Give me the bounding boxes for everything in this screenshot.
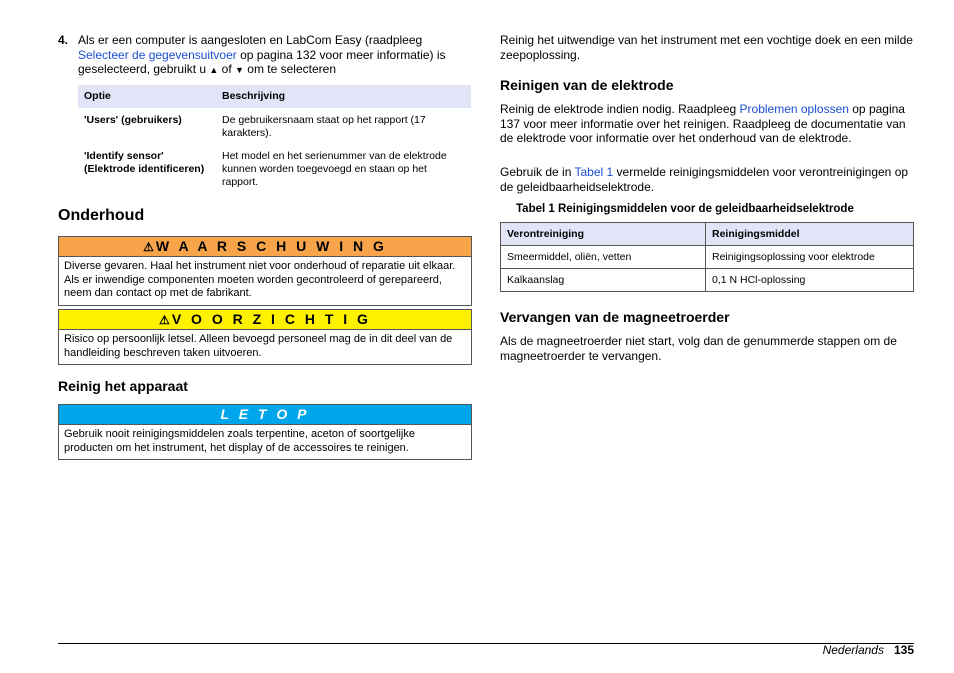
- section-title-magneetroerder: Vervangen van de magneetroerder: [500, 309, 730, 325]
- link-tabel-1[interactable]: Tabel 1: [574, 165, 614, 179]
- cleaner-cell: Reinigingsoplossing voor elektrode: [706, 246, 914, 269]
- cleaner-cell: 0,1 N HCl-oplossing: [706, 269, 914, 292]
- contamination-cell: Smeermiddel, oliën, vetten: [501, 246, 706, 269]
- option-cell: 'Identify sensor' (Elektrode identificeren): [84, 150, 205, 175]
- table-row: [501, 269, 914, 292]
- up-arrow-icon: ▲: [209, 65, 219, 75]
- reinig-apparaat-text: Reinig het uitwendige van het instrument met een vochtige doek en een milde zeepoplossing.: [500, 33, 913, 62]
- warning-triangle-icon: ⚠: [143, 240, 154, 254]
- section-title-reinigen-elektrode: Reinigen van de elektrode: [500, 77, 674, 93]
- magneetroerder-text: Als de magneetroerder niet start, volg dan de genummerde stappen om de magneetroerder te vervangen.: [500, 334, 897, 363]
- header-optie: Optie: [78, 85, 216, 108]
- warning-header: ⚠ W A A R S C H U W I N G: [59, 237, 471, 257]
- section-title-reinig-apparaat: Reinig het apparaat: [58, 378, 188, 394]
- cleaning-table: [500, 222, 914, 292]
- note-text: Gebruik nooit reinigingsmiddelen zoals terpentine, aceton of soortgelijke producten om het instrument, het display of de accessoires te reinigen.: [64, 428, 415, 454]
- page-number: 135: [893, 643, 914, 657]
- link-selecteer-gegevensuitvoer[interactable]: Selecteer de gegevensuitvoer: [78, 47, 237, 62]
- description-cell: Het model en het serienummer van de elektrode kunnen worden toegevoegd en staan op het rapport.: [222, 150, 447, 188]
- warning-box: [58, 236, 472, 306]
- section-title-onderhoud: Onderhoud: [58, 207, 145, 224]
- warning-triangle-icon: ⚠: [159, 313, 170, 327]
- step-4: [58, 33, 472, 78]
- elektrode-paragraph-2: Gebruik de in Tabel 1 vermelde reinigingsmiddelen voor verontreinigingen op de geleidbaarheidselektrode.: [500, 165, 909, 194]
- header-reinigingsmiddel: Reinigingsmiddel: [706, 223, 914, 246]
- option-cell: 'Users' (gebruikers): [84, 114, 182, 126]
- down-arrow-icon: ▼: [235, 65, 244, 75]
- warning-text: Diverse gevaren. Haal het instrument niet voor onderhoud of reparatie uit elkaar. Als er inwendige componenten moeten worden gecontroleerd of gerepareerd, neem dan contact op met de fabrikant.: [64, 260, 456, 299]
- table-header-row: [501, 223, 914, 246]
- note-header: L E T O P: [59, 405, 471, 425]
- note-box: [58, 404, 472, 460]
- table-row: [78, 108, 471, 144]
- caution-text: Risico op persoonlijk letsel. Alleen bevoegd personeel mag de in dit deel van de handleiding beschreven taken uitvoeren.: [64, 333, 453, 359]
- header-verontreiniging: Verontreiniging: [501, 223, 706, 246]
- table-row: [501, 246, 914, 269]
- caution-box: [58, 309, 472, 365]
- caution-header: ⚠ V O O R Z I C H T I G: [59, 310, 471, 330]
- step-number: 4.: [58, 33, 69, 47]
- footer-divider: [58, 643, 914, 644]
- elektrode-paragraph-1: Reinig de elektrode indien nodig. Raadpleeg Problemen oplossen op pagina 137 voor meer informatie over het reinigen. Raadpleeg de documentatie van de elektrode voor informatie over het onderhoud van de elektrode.: [500, 102, 906, 145]
- footer: [823, 643, 914, 657]
- step-text: Als er een computer is aangesloten en LabCom Easy (raadpleeg Selecteer de gegevensuitvoer op pagina 132 voor meer informatie) is geselecteerd, gebruikt u ▲ of ▼ om te selecteren: [78, 33, 446, 76]
- option-table: [78, 85, 471, 193]
- contamination-cell: Kalkaanslag: [501, 269, 706, 292]
- description-cell: De gebruikersnaam staat op het rapport (17 karakters).: [222, 114, 426, 139]
- table-1-caption: Tabel 1 Reinigingsmiddelen voor de geleidbaarheidselektrode: [516, 203, 854, 215]
- table-row: [78, 144, 471, 193]
- link-problemen-oplossen[interactable]: Problemen oplossen: [739, 102, 849, 116]
- footer-language: Nederlands: [822, 643, 884, 657]
- table-header-row: [78, 85, 471, 108]
- header-beschrijving: Beschrijving: [216, 85, 471, 108]
